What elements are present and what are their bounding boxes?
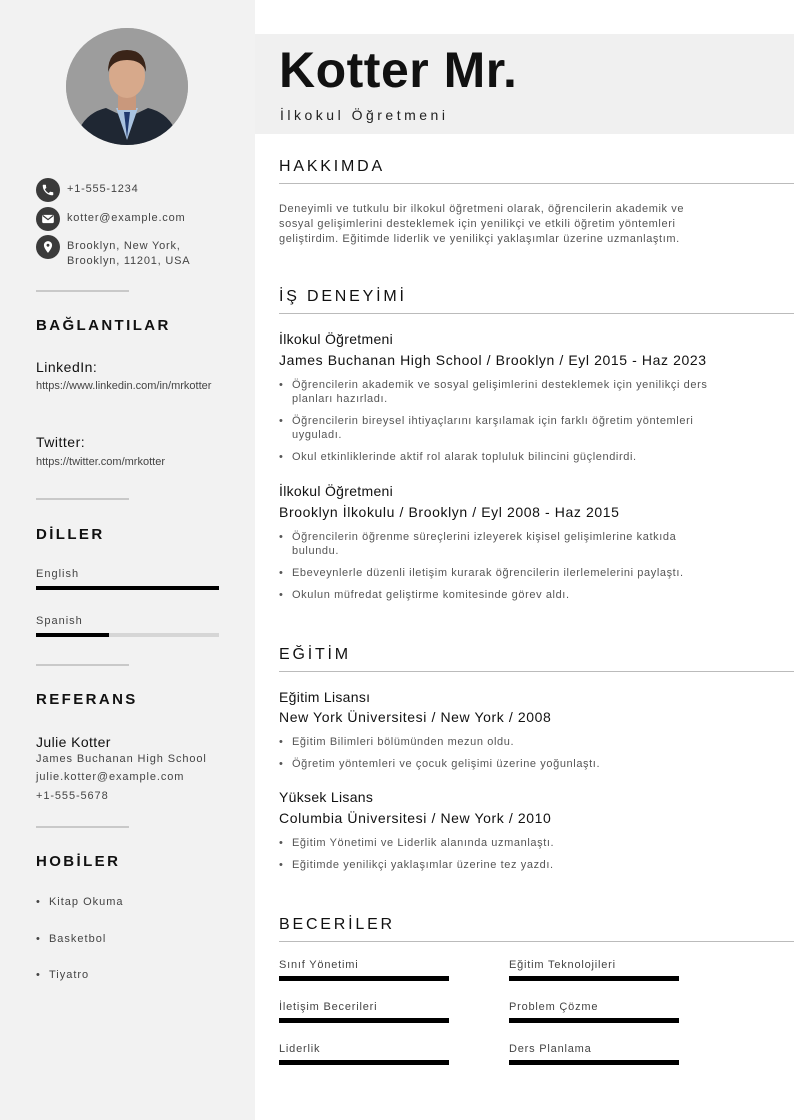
skill-bar	[509, 1060, 679, 1065]
job-bullets	[279, 530, 759, 610]
section-rule	[279, 313, 794, 314]
address-line-1: Brooklyn, New York,	[67, 240, 181, 252]
profile-photo	[66, 28, 188, 145]
school-info: Columbia Üniversitesi / New York / 2010	[279, 810, 552, 826]
sidebar-divider	[36, 664, 129, 666]
language-name: English	[36, 568, 80, 580]
language-bar	[36, 586, 219, 590]
sidebar-divider	[36, 826, 129, 828]
hobby-item: • Basketbol	[36, 933, 107, 945]
location-pin-icon	[36, 235, 60, 259]
reference-email: julie.kotter@example.com	[36, 771, 185, 783]
education-bullets	[279, 735, 759, 779]
skill-bar-fill	[279, 976, 449, 981]
phone-icon	[36, 178, 60, 202]
sidebar	[0, 0, 255, 1120]
sidebar-divider	[36, 498, 129, 500]
about-heading: HAKKIMDA	[279, 158, 385, 175]
list-item: • Eğitim Yönetimi ve Liderlik alanında uzmanlaştı.	[279, 836, 759, 850]
skill-name: Problem Çözme	[509, 1001, 599, 1013]
section-rule	[279, 941, 794, 942]
experience-heading: İŞ DENEYİMİ	[279, 288, 407, 305]
contact-phone	[36, 178, 139, 202]
school-info: New York Üniversitesi / New York / 2008	[279, 709, 552, 725]
list-item: • Okul etkinliklerinde aktif rol alarak topluluk bilincini güçlendirdi.	[279, 450, 759, 464]
skill-name: Liderlik	[279, 1043, 321, 1055]
reference-phone: +1-555-5678	[36, 790, 109, 802]
sidebar-divider	[36, 290, 129, 292]
skill-bar-fill	[509, 976, 679, 981]
language-name: Spanish	[36, 615, 83, 627]
list-item: • Ebeveynlerle düzenli iletişim kurarak öğrencilerin ilerlemelerini paylaştı.	[279, 566, 759, 580]
reference-name: Julie Kotter	[36, 734, 111, 750]
section-rule	[279, 671, 794, 672]
contact-address	[36, 235, 190, 269]
language-bar-fill	[36, 633, 109, 637]
phone-text: +1-555-1234	[67, 183, 139, 195]
list-item: • Eğitimde yenilikçi yaklaşımlar üzerine tez yazdı.	[279, 858, 759, 872]
hobbies-heading: HOBİLER	[36, 853, 121, 870]
candidate-title: İlkokul Öğretmeni	[280, 107, 449, 123]
degree-name: Yüksek Lisans	[279, 789, 374, 805]
skill-bar	[279, 1060, 449, 1065]
skill-bar-fill	[509, 1060, 679, 1065]
skill-name: Sınıf Yönetimi	[279, 959, 359, 971]
contact-email	[36, 207, 186, 231]
hobby-item: • Tiyatro	[36, 969, 90, 981]
job-organization: Brooklyn İlkokulu / Brooklyn / Eyl 2008 - Haz 2015	[279, 504, 620, 520]
list-item: • Öğrencilerin bireysel ihtiyaçlarını karşılamak için farklı öğretim yöntemleri uyguladı.	[279, 414, 759, 442]
list-item: • Okulun müfredat geliştirme komitesinde görev aldı.	[279, 588, 759, 602]
languages-heading: DİLLER	[36, 526, 105, 543]
job-organization: James Buchanan High School / Brooklyn / Eyl 2015 - Haz 2023	[279, 352, 707, 368]
skill-bar-fill	[509, 1018, 679, 1023]
language-bar-fill	[36, 586, 219, 590]
skills-heading: BECERİLER	[279, 916, 395, 933]
email-text: kotter@example.com	[67, 212, 186, 224]
email-icon	[36, 207, 60, 231]
education-bullets	[279, 836, 759, 880]
reference-org: James Buchanan High School	[36, 753, 207, 765]
skill-bar	[279, 1018, 449, 1023]
list-item: • Öğrencilerin akademik ve sosyal gelişimlerini desteklemek için yenilikçi ders planları hazırladı.	[279, 378, 759, 406]
links-heading: BAĞLANTILAR	[36, 317, 171, 334]
degree-name: Eğitim Lisansı	[279, 689, 371, 705]
list-item: • Eğitim Bilimleri bölümünden mezun oldu.	[279, 735, 759, 749]
skill-name: İletişim Becerileri	[279, 1001, 378, 1013]
skill-bar	[509, 1018, 679, 1023]
about-text: Deneyimli ve tutkulu bir ilkokul öğretmeni olarak, öğrencilerin akademik ve sosyal gelişimlerini desteklemek için yenilikçi ve etkili öğretim yöntemleri geliştirdim. Eğitimde liderlik ve yenilikçi yaklaşımlar üzerine uzmanlaştım.	[279, 203, 685, 245]
candidate-name: Kotter Mr.	[279, 42, 518, 98]
job-role: İlkokul Öğretmeni	[279, 331, 394, 347]
skill-bar	[509, 976, 679, 981]
twitter-label: Twitter:	[36, 434, 86, 450]
references-heading: REFERANS	[36, 691, 138, 708]
section-rule	[279, 183, 794, 184]
skill-name: Ders Planlama	[509, 1043, 592, 1055]
address-line-2: Brooklyn, 11201, USA	[67, 255, 191, 267]
skill-bar	[279, 976, 449, 981]
linkedin-label: LinkedIn:	[36, 359, 98, 375]
hobby-item: • Kitap Okuma	[36, 896, 124, 908]
skill-bar-fill	[279, 1060, 449, 1065]
language-bar	[36, 633, 219, 637]
list-item: • Öğretim yöntemleri ve çocuk gelişimi üzerine yoğunlaştı.	[279, 757, 759, 771]
linkedin-link[interactable]: https://www.linkedin.com/in/mrkotter	[36, 380, 212, 392]
skill-bar-fill	[279, 1018, 449, 1023]
job-role: İlkokul Öğretmeni	[279, 483, 394, 499]
twitter-link[interactable]: https://twitter.com/mrkotter	[36, 456, 165, 468]
education-heading: EĞİTİM	[279, 646, 351, 663]
list-item: • Öğrencilerin öğrenme süreçlerini izleyerek kişisel gelişimlerine katkıda bulundu.	[279, 530, 759, 558]
job-bullets	[279, 378, 759, 472]
skill-name: Eğitim Teknolojileri	[509, 959, 616, 971]
